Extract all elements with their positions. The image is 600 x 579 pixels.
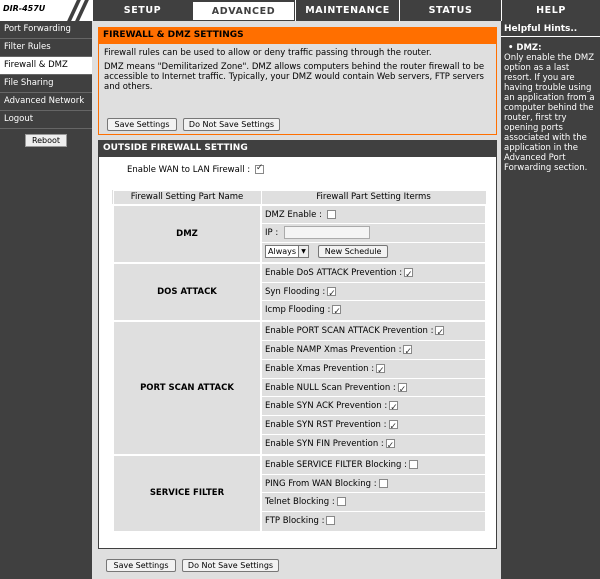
- do-not-save-button-bottom[interactable]: Do Not Save Settings: [182, 559, 279, 572]
- null-scan-label: Enable NULL Scan Prevention :: [265, 382, 396, 393]
- ftp-row: [262, 512, 485, 531]
- new-schedule-button[interactable]: New Schedule: [318, 245, 389, 258]
- sidebar: [0, 21, 92, 579]
- namp-xmas-label: Enable NAMP Xmas Prevention :: [265, 345, 402, 356]
- syn-ack-checkbox[interactable]: [389, 401, 398, 410]
- tab-maintenance[interactable]: MAINTENANCE: [295, 0, 399, 21]
- helpful-hints-panel: [501, 21, 600, 579]
- syn-fin-row: [262, 435, 485, 454]
- chevron-down-icon: ▼: [298, 246, 308, 257]
- syn-rst-row: [262, 416, 485, 435]
- intro-panel: [98, 27, 497, 135]
- dos-prevention-checkbox[interactable]: [404, 268, 413, 277]
- firewall-title: OUTSIDE FIREWALL SETTING: [99, 141, 496, 157]
- table-row: [113, 321, 486, 455]
- column-header-setting-items: Firewall Part Setting Iterms: [261, 191, 486, 205]
- syn-ack-label: Enable SYN ACK Prevention :: [265, 401, 388, 412]
- main-content: [92, 21, 501, 579]
- port-scan-prevention-checkbox[interactable]: [435, 326, 444, 335]
- top-navigation-bar: [0, 0, 600, 21]
- ftp-checkbox[interactable]: [326, 516, 335, 525]
- syn-fin-checkbox[interactable]: [386, 439, 395, 448]
- null-scan-row: [262, 379, 485, 398]
- sidebar-item-file-sharing[interactable]: File Sharing: [0, 75, 92, 93]
- telnet-label: Telnet Blocking :: [265, 497, 335, 508]
- syn-rst-label: Enable SYN RST Prevention :: [265, 420, 387, 431]
- xmas-label: Enable Xmas Prevention :: [265, 363, 375, 374]
- dmz-ip-label: IP :: [265, 228, 279, 239]
- table-row: [113, 205, 486, 263]
- wan-firewall-row: [127, 165, 264, 175]
- syn-flooding-label: Syn Flooding :: [265, 286, 326, 297]
- dmz-ip-row: [262, 224, 485, 243]
- firewall-panel: [98, 140, 497, 549]
- save-settings-button-top[interactable]: Save Settings: [107, 118, 177, 131]
- sidebar-item-advanced-network[interactable]: Advanced Network: [0, 93, 92, 111]
- dos-prevention-row: [262, 264, 485, 283]
- dmz-schedule-row: [262, 243, 485, 262]
- syn-flooding-checkbox[interactable]: [327, 287, 336, 296]
- tab-advanced[interactable]: ADVANCED: [192, 0, 295, 21]
- sidebar-item-filter-rules[interactable]: Filter Rules: [0, 39, 92, 57]
- syn-flooding-row: [262, 283, 485, 302]
- column-header-part-name: Firewall Setting Part Name: [113, 191, 261, 205]
- dmz-enable-checkbox[interactable]: [327, 210, 336, 219]
- logo: [0, 0, 92, 21]
- ftp-label: FTP Blocking :: [265, 516, 325, 527]
- hints-text: Only enable the DMZ option as a last resort. If you are having trouble using an application from a computer behind the router, first try opening ports associated with the application in the Advanced Port Forwarding section.: [504, 53, 595, 173]
- syn-rst-checkbox[interactable]: [389, 420, 398, 429]
- service-filter-checkbox[interactable]: [409, 460, 418, 469]
- ping-wan-row: [262, 475, 485, 494]
- hints-heading: DMZ:: [516, 43, 542, 53]
- icmp-flooding-checkbox[interactable]: [332, 305, 341, 314]
- wan-firewall-label: Enable WAN to LAN Firewall :: [127, 165, 251, 175]
- telnet-checkbox[interactable]: [337, 497, 346, 506]
- wan-firewall-checkbox[interactable]: [255, 165, 264, 174]
- do-not-save-button-top[interactable]: Do Not Save Settings: [183, 118, 280, 131]
- ping-wan-checkbox[interactable]: [379, 479, 388, 488]
- logo-text: DIR-457U: [3, 4, 46, 13]
- hints-title: Helpful Hints..: [501, 21, 600, 37]
- namp-xmas-checkbox[interactable]: [403, 345, 412, 354]
- tab-help[interactable]: HELP: [501, 0, 600, 21]
- bullet-icon: •: [508, 43, 514, 53]
- section-name-service-filter: SERVICE FILTER: [113, 455, 261, 532]
- service-filter-row: [262, 456, 485, 475]
- port-scan-prevention-label: Enable PORT SCAN ATTACK Prevention :: [265, 326, 434, 337]
- icmp-flooding-row: [262, 301, 485, 320]
- namp-xmas-row: [262, 341, 485, 360]
- intro-title: FIREWALL & DMZ SETTINGS: [99, 28, 496, 44]
- service-filter-label: Enable SERVICE FILTER Blocking :: [265, 459, 408, 470]
- sidebar-item-firewall-dmz[interactable]: Firewall & DMZ: [0, 57, 92, 75]
- port-scan-prevention-row: [262, 322, 485, 341]
- table-row: [113, 263, 486, 321]
- firewall-settings-table: [112, 190, 487, 533]
- section-name-dos: DOS ATTACK: [113, 263, 261, 321]
- null-scan-checkbox[interactable]: [398, 383, 407, 392]
- sidebar-item-logout[interactable]: Logout: [0, 111, 92, 129]
- save-settings-button-bottom[interactable]: Save Settings: [106, 559, 176, 572]
- dos-prevention-label: Enable DoS ATTACK Prevention :: [265, 267, 403, 278]
- section-name-port-scan: PORT SCAN ATTACK: [113, 321, 261, 455]
- schedule-select[interactable]: [265, 245, 309, 258]
- xmas-row: [262, 360, 485, 379]
- xmas-checkbox[interactable]: [376, 364, 385, 373]
- telnet-row: [262, 493, 485, 512]
- intro-text-dmz: DMZ means "Demilitarized Zone". DMZ allows computers behind the router firewall to be accessible to Internet traffic. Typically, your DMZ would contain Web servers, FTP servers and others.: [104, 62, 485, 92]
- syn-fin-label: Enable SYN FIN Prevention :: [265, 439, 384, 450]
- dmz-ip-input[interactable]: [284, 226, 370, 239]
- intro-text-firewall: Firewall rules can be used to allow or deny traffic passing through the router.: [104, 48, 432, 58]
- tab-status[interactable]: STATUS: [399, 0, 501, 21]
- ping-wan-label: PING From WAN Blocking :: [265, 478, 377, 489]
- syn-ack-row: [262, 397, 485, 416]
- dmz-enable-label: DMZ Enable :: [265, 209, 322, 220]
- section-name-dmz: DMZ: [113, 205, 261, 263]
- schedule-select-value: Always: [268, 247, 297, 257]
- tab-setup[interactable]: SETUP: [92, 0, 192, 21]
- reboot-button[interactable]: Reboot: [25, 134, 67, 147]
- dmz-enable-row: [262, 206, 485, 225]
- icmp-flooding-label: Icmp Flooding :: [265, 305, 331, 316]
- table-row: [113, 455, 486, 532]
- sidebar-item-port-forwarding[interactable]: Port Forwarding: [0, 21, 92, 39]
